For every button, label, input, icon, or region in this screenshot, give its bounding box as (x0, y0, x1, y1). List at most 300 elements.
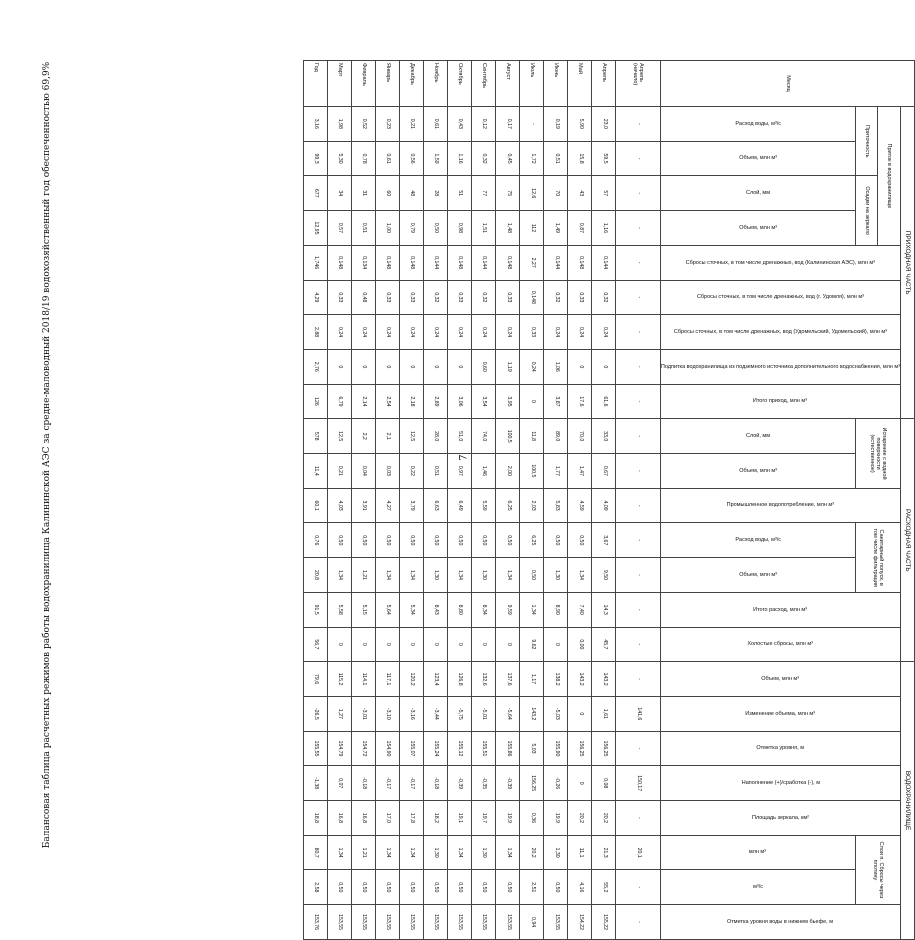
table-cell: 0 (423, 349, 447, 384)
table-cell: 0,08 (592, 766, 616, 801)
table-cell: 2,76 (303, 349, 327, 384)
table-cell: - (616, 419, 661, 454)
table-cell: 0,50 (472, 523, 496, 558)
table-cell: - (616, 384, 661, 419)
table-row (399, 61, 423, 940)
table-cell: - (616, 523, 661, 558)
table-cell: 18,8 (303, 801, 327, 836)
table-cell: 31 (351, 176, 375, 211)
table-cell: 0,50 (351, 870, 375, 905)
table-cell: - (616, 211, 661, 246)
table-cell: - (616, 454, 661, 489)
table-cell: 23,0 (592, 107, 616, 142)
table-cell: 17,8 (399, 801, 423, 836)
table-cell: 0,24 (496, 315, 520, 350)
table-cell: 0 (568, 349, 592, 384)
table-cell: 0,17 (496, 107, 520, 142)
table-cell: 1,34 (496, 835, 520, 870)
table-cell: 0,24 (520, 349, 544, 384)
table-cell: -0,39 (496, 766, 520, 801)
table-cell: 0,24 (544, 315, 568, 350)
table-cell: 0,50 (496, 523, 520, 558)
table-cell: 0,24 (351, 315, 375, 350)
balance-table-container (312, 60, 915, 940)
header-vol-change: Изменение объема, млн м³ (745, 710, 816, 717)
table-cell: 6,25 (496, 488, 520, 523)
table-row (472, 61, 496, 940)
table-cell: 12,6 (520, 176, 544, 211)
table-cell: 12,5 (327, 419, 351, 454)
table-cell: 19,9 (544, 801, 568, 836)
table-cell: -0,17 (399, 766, 423, 801)
table-cell: 80,7 (303, 835, 327, 870)
table-cell: 0,24 (327, 315, 351, 350)
table-cell: 150,17 (616, 766, 661, 801)
table-cell: 19,1 (447, 801, 471, 836)
table-cell: -5,75 (447, 696, 471, 731)
table-cell: - (616, 592, 661, 627)
table-cell: 1,34 (447, 558, 471, 593)
table-cell: 154,72 (351, 731, 375, 766)
table-cell: 2,27 (520, 245, 544, 280)
header-idle: Холостые сбросы, млн м³ (747, 641, 814, 648)
table-cell: 153,55 (544, 905, 568, 940)
table-cell: 0 (496, 627, 520, 662)
row-month: Январь (375, 61, 399, 107)
header-san-vol: Объем, млн м³ (738, 571, 777, 578)
table-cell: 60 (375, 176, 399, 211)
table-cell: 34 (327, 176, 351, 211)
table-cell: 0 (447, 349, 471, 384)
table-cell: 132,6 (472, 662, 496, 697)
table-cell: 0,50 (399, 870, 423, 905)
table-cell: 0,32 (472, 141, 496, 176)
table-cell: 0,12 (472, 107, 496, 142)
table-cell: 126 (303, 384, 327, 419)
table-cell: 143,2 (568, 662, 592, 697)
table-cell: 156,25 (568, 731, 592, 766)
table-cell: 126,8 (447, 662, 471, 697)
header-evap-layer: Слой, мм (745, 433, 770, 440)
table-cell: 2,54 (375, 384, 399, 419)
table-cell: 0,144 (472, 245, 496, 280)
table-cell: - (616, 315, 661, 350)
header-inflow-group: Приток в водохранилище (878, 107, 901, 246)
table-cell: 0,00 (568, 627, 592, 662)
table-cell: 115,2 (327, 662, 351, 697)
table-cell: 0,148 (375, 245, 399, 280)
table-cell: 2,14 (351, 384, 375, 419)
row-month: Апрель (592, 61, 616, 107)
table-cell: 0,50 (544, 523, 568, 558)
table-cell: 19,7 (472, 801, 496, 836)
table-cell: 1,27 (327, 696, 351, 731)
table-cell: 5,90 (568, 107, 592, 142)
table-cell: 0,57 (327, 211, 351, 246)
table-cell: -0,18 (423, 766, 447, 801)
table-cell: 0 (375, 627, 399, 662)
table-cell: 2,18 (399, 384, 423, 419)
header-disch-other: Сбросы сточных, в том числе дренажных, вод (Удомельский, Удомельский), млн м³ (673, 328, 888, 335)
table-cell: 0 (520, 384, 544, 419)
table-row (592, 61, 616, 940)
table-cell: 155,22 (592, 905, 616, 940)
table-cell: 0,51 (544, 141, 568, 176)
table-cell: -5,03 (544, 696, 568, 731)
table-cell: 0,24 (447, 315, 471, 350)
header-total-out: Итого расход, млн м³ (753, 606, 808, 613)
table-cell: 0,50 (327, 523, 351, 558)
table-cell: 578 (303, 419, 327, 454)
table-cell: 48 (399, 176, 423, 211)
table-cell: 1,34 (327, 835, 351, 870)
table-cell: 1,34 (375, 835, 399, 870)
table-cell: 138,2 (544, 662, 568, 697)
table-cell: 0,33 (568, 280, 592, 315)
table-cell: 0,50 (423, 523, 447, 558)
table-cell: 5,34 (399, 592, 423, 627)
table-cell: 112 (520, 211, 544, 246)
table-cell: 2,00 (496, 454, 520, 489)
table-cell: 0,148 (327, 245, 351, 280)
header-evap-vol: Объем, млн м³ (738, 467, 777, 474)
header-san-flow: Расход воды, м³/с (734, 537, 781, 544)
table-cell: 0,33 (496, 280, 520, 315)
table-cell: 60,1 (303, 488, 327, 523)
table-cell: 0 (399, 349, 423, 384)
table-cell: 8,90 (544, 592, 568, 627)
table-cell: 74,0 (472, 419, 496, 454)
table-cell: 0 (472, 627, 496, 662)
header-precip-layer: Слой, мм (745, 190, 770, 197)
table-cell: 12,5 (399, 419, 423, 454)
table-cell: 1,77 (544, 454, 568, 489)
table-cell: 3,95 (496, 384, 520, 419)
table-cell: 155,86 (496, 731, 520, 766)
table-cell: 2,58 (303, 870, 327, 905)
table-cell: 4,29 (303, 280, 327, 315)
table-cell: 0,56 (399, 141, 423, 176)
table-cell: 154,22 (568, 905, 592, 940)
table-cell: 5,83 (544, 488, 568, 523)
table-cell: 0 (447, 627, 471, 662)
table-row (520, 61, 544, 940)
table-cell: 0,50 (399, 523, 423, 558)
table-cell: 57 (592, 176, 616, 211)
table-cell: 0,52 (351, 107, 375, 142)
table-cell: 1,47 (568, 454, 592, 489)
table-cell: 2,1 (375, 419, 399, 454)
table-cell: 0,50 (423, 870, 447, 905)
table-cell: - (616, 731, 661, 766)
table-cell: 0,98 (447, 211, 471, 246)
table-cell: 8,80 (447, 592, 471, 627)
table-cell: 143,2 (520, 696, 544, 731)
table-cell: 1,34 (496, 558, 520, 593)
table-cell: 21,3 (592, 835, 616, 870)
row-month: Август (496, 61, 520, 107)
table-cell: - (616, 558, 661, 593)
table-cell: 1,61 (592, 696, 616, 731)
table-cell: 1,746 (303, 245, 327, 280)
table-cell: 1,30 (472, 835, 496, 870)
table-cell: 5,30 (327, 141, 351, 176)
table-cell: 0,24 (375, 315, 399, 350)
header-reservoir-section: ВОДОХРАНИЛИЩЕ (901, 662, 915, 940)
table-cell: 20,2 (520, 835, 544, 870)
table-row (327, 61, 351, 940)
table-cell: 3,91 (351, 488, 375, 523)
table-cell: 0,50 (472, 870, 496, 905)
table-cell: 2,88 (303, 315, 327, 350)
table-cell: 0,148 (496, 245, 520, 280)
table-cell: 100,5 (496, 419, 520, 454)
table-cell: 155,55 (303, 731, 327, 766)
table-cell: 3,54 (472, 384, 496, 419)
table-cell: 1,59 (423, 141, 447, 176)
table-cell: -3,16 (399, 696, 423, 731)
table-cell: 5,58 (327, 592, 351, 627)
table-cell: 0,134 (351, 245, 375, 280)
table-cell: 155,90 (544, 731, 568, 766)
table-cell: 0,19 (544, 107, 568, 142)
table-cell: 0,07 (327, 766, 351, 801)
table-cell: 0,79 (399, 211, 423, 246)
table-cell: 14,3 (592, 592, 616, 627)
table-cell: 0,97 (447, 454, 471, 489)
table-cell: 0,50 (544, 870, 568, 905)
table-cell: 11,8 (520, 419, 544, 454)
table-cell: 2,03 (520, 488, 544, 523)
table-cell: 4,27 (375, 488, 399, 523)
table-cell: - (616, 801, 661, 836)
row-month: Май (568, 61, 592, 107)
table-cell: 0,94 (520, 905, 544, 940)
table-cell: 0,32 (592, 280, 616, 315)
table-cell: 56,7 (303, 627, 327, 662)
header-spill-flow: м³/с (752, 884, 763, 891)
table-cell: 0,144 (592, 245, 616, 280)
table-cell: - (616, 245, 661, 280)
table-row (568, 61, 592, 940)
table-cell: 3,87 (544, 384, 568, 419)
table-cell: 0,61 (423, 107, 447, 142)
row-month: Апрель (начало) (616, 61, 661, 107)
table-cell: 5,15 (351, 592, 375, 627)
table-cell: 1,34 (399, 558, 423, 593)
table-cell: 1,34 (520, 592, 544, 627)
table-cell: 153,55 (447, 905, 471, 940)
header-evap-group: Испарение с водной поверхности (естественное) (855, 419, 900, 488)
row-month: Март (327, 61, 351, 107)
table-cell: 1,51 (472, 211, 496, 246)
table-cell: -0,17 (375, 766, 399, 801)
table-cell: 28 (423, 176, 447, 211)
table-cell: 0,67 (592, 454, 616, 489)
table-cell: 51,0 (447, 419, 471, 454)
table-cell: 0,50 (423, 211, 447, 246)
table-cell: 0,50 (520, 558, 544, 593)
table-cell: 45,7 (592, 627, 616, 662)
table-cell: 0 (327, 349, 351, 384)
table-cell: 0,24 (568, 315, 592, 350)
table-cell: 0,33 (327, 280, 351, 315)
table-cell: 11,1 (568, 835, 592, 870)
table-cell: -5,01 (472, 696, 496, 731)
table-cell: 77 (472, 176, 496, 211)
table-cell: 0,48 (351, 280, 375, 315)
table-cell: 0,50 (375, 523, 399, 558)
table-cell: 153,55 (375, 905, 399, 940)
table-cell: 4,03 (327, 488, 351, 523)
table-cell: 0,76 (303, 523, 327, 558)
table-cell: - (616, 905, 661, 940)
header-underground: Подпитка водохранилища из подземного источника дополнительного водоснабжения, млн м³ (660, 363, 900, 370)
table-cell: 156,25 (592, 731, 616, 766)
header-industrial: Промышленное водопотребление, млн м³ (726, 502, 835, 509)
table-cell: 0 (592, 349, 616, 384)
table-cell: 16,8 (351, 801, 375, 836)
table-cell: 70,0 (568, 419, 592, 454)
table-cell: 20,1 (616, 835, 661, 870)
header-outgoing-section: РАСХОДНАЯ ЧАСТЬ (901, 419, 915, 662)
table-cell: 1,34 (399, 835, 423, 870)
table-cell: 0,144 (544, 245, 568, 280)
table-cell: 6,63 (423, 488, 447, 523)
header-month: Месяц (660, 61, 914, 107)
table-cell: 0,51 (351, 211, 375, 246)
table-row (616, 61, 661, 940)
table-cell: 0,87 (568, 211, 592, 246)
table-row (496, 61, 520, 940)
table-cell: 0,50 (447, 870, 471, 905)
table-cell: 89,0 (544, 419, 568, 454)
table-cell: 1,34 (375, 558, 399, 593)
table-cell: 0,04 (351, 454, 375, 489)
table-row (447, 61, 471, 940)
table-cell: - (616, 627, 661, 662)
table-cell: -3,10 (375, 696, 399, 731)
table-cell: 120,2 (399, 662, 423, 697)
table-cell: - (520, 107, 544, 142)
table-cell: 154,79 (327, 731, 351, 766)
table-cell: - (616, 870, 661, 905)
table-cell: 19,9 (496, 801, 520, 836)
table-cell: 0,148 (568, 245, 592, 280)
table-cell: 155,12 (447, 731, 471, 766)
table-cell: 0 (327, 627, 351, 662)
table-cell: 0,50 (351, 523, 375, 558)
header-disch-udomlya: Сбросы сточных, в том числе дренажных, вод (г. Удомля), млн м³ (696, 294, 864, 301)
row-month: Февраль (351, 61, 375, 107)
table-cell: 0 (568, 766, 592, 801)
table-cell: - (616, 280, 661, 315)
header-area: Площадь зеркала, км² (751, 814, 809, 821)
table-cell: 114,1 (351, 662, 375, 697)
table-cell: 123,4 (423, 662, 447, 697)
table-cell: 0,60 (472, 349, 496, 384)
table-cell: -26,5 (303, 696, 327, 731)
table-cell: -0,35 (472, 766, 496, 801)
table-cell: 0,50 (568, 523, 592, 558)
row-month: Июль (520, 61, 544, 107)
table-cell: 2,89 (423, 384, 447, 419)
table-cell: 0,51 (423, 454, 447, 489)
table-cell: 7,40 (568, 592, 592, 627)
header-precip-vol: Объем, млн м³ (738, 224, 777, 231)
table-cell: 156,25 (520, 766, 544, 801)
table-cell: 153,76 (303, 905, 327, 940)
table-cell: 1,21 (351, 835, 375, 870)
table-cell: 0,21 (327, 454, 351, 489)
table-cell: 9,62 (520, 627, 544, 662)
table-cell: 137,6 (496, 662, 520, 697)
table-cell: 8,43 (423, 592, 447, 627)
table-cell: 55,2 (592, 870, 616, 905)
table-cell: 1,30 (544, 835, 568, 870)
table-cell: 153,55 (472, 905, 496, 940)
table-cell: 0,50 (447, 523, 471, 558)
table-cell: 0,32 (423, 280, 447, 315)
table-cell: 1,49 (544, 211, 568, 246)
header-incoming-section: ПРИХОДНАЯ ЧАСТЬ (901, 107, 915, 419)
table-cell: 0,36 (520, 801, 544, 836)
table-cell: 0,45 (496, 141, 520, 176)
table-cell: -0,18 (351, 766, 375, 801)
page-number: 7 (458, 454, 470, 461)
table-cell: 1,34 (447, 835, 471, 870)
table-cell: 20,8 (303, 558, 327, 593)
table-cell: 0,33 (399, 280, 423, 315)
table-cell: 70 (544, 176, 568, 211)
table-cell: - (616, 662, 661, 697)
table-cell: 1,30 (472, 558, 496, 593)
table-cell: 5,03 (520, 731, 544, 766)
table-cell: 15,8 (568, 141, 592, 176)
table-cell: - (616, 349, 661, 384)
table-cell: 28,0 (423, 419, 447, 454)
table-cell: 6,79 (327, 384, 351, 419)
table-cell: 1,34 (568, 558, 592, 593)
balance-table (303, 60, 915, 940)
table-cell: 0,23 (375, 107, 399, 142)
table-row (351, 61, 375, 940)
table-cell: 1,00 (375, 211, 399, 246)
table-cell: 1,46 (472, 454, 496, 489)
table-cell: 6,25 (520, 523, 544, 558)
table-cell: 1,19 (496, 349, 520, 384)
table-cell: 1,98 (327, 107, 351, 142)
table-cell: 0,50 (375, 870, 399, 905)
table-cell: -3,01 (351, 696, 375, 731)
row-month: Декабрь (399, 61, 423, 107)
header-disch-npp: Сбросы сточных, в том числе дренажных, вод (Калининская АЭС), млн м³ (685, 259, 876, 266)
table-cell: 0,43 (447, 107, 471, 142)
table-cell: 141,6 (616, 696, 661, 731)
table-cell: 0,21 (399, 107, 423, 142)
row-month: Июнь (544, 61, 568, 107)
table-cell: 6,49 (447, 488, 471, 523)
table-cell: 2,2 (351, 419, 375, 454)
table-cell: - (616, 141, 661, 176)
table-cell: 1,30 (423, 558, 447, 593)
table-cell: 0,78 (351, 141, 375, 176)
table-cell: -0,39 (447, 766, 471, 801)
table-cell: 153,55 (423, 905, 447, 940)
table-cell: 61,6 (592, 384, 616, 419)
table-cell: 153,55 (399, 905, 423, 940)
table-cell: 0,33 (447, 280, 471, 315)
